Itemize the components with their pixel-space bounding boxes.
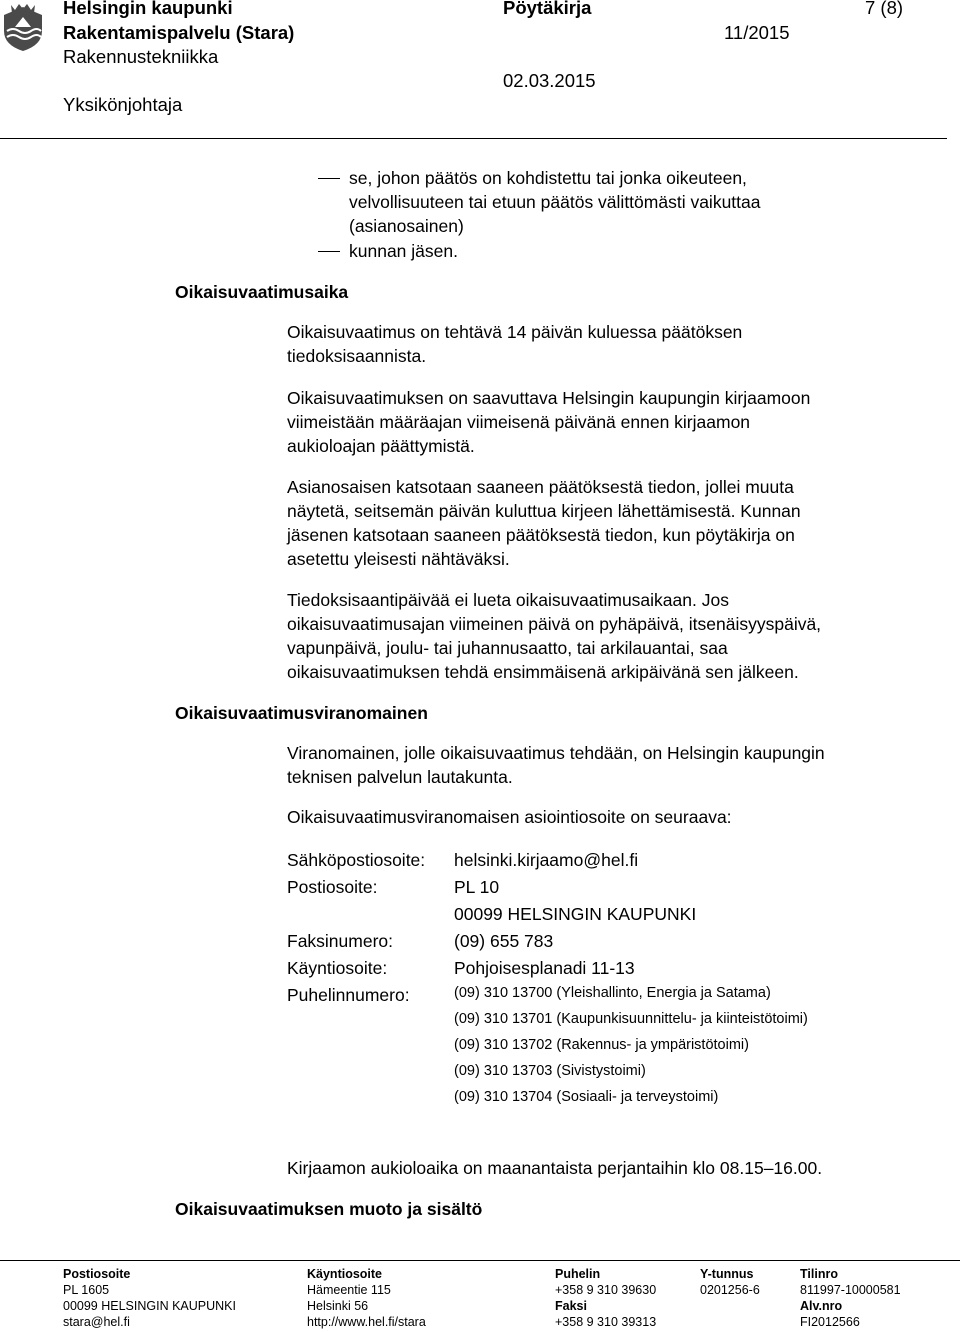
paragraph-line: oikaisuvaatimusajan viimeinen päivä on pyhäpäivä, itsenäisyyspäivä, [287, 614, 822, 634]
paragraph-line: aukioloajan päättymistä. [287, 436, 475, 456]
footer-vat-head: Alv.nro [800, 1299, 843, 1313]
footer-col1-line: PL 1605 [63, 1283, 110, 1297]
header-unit: Rakentamispalvelu (Stara) [63, 22, 295, 43]
contact-fax: (09) 655 783 [454, 931, 554, 951]
paragraph-line: Oikaisuvaatimus on tehtävä 14 päivän kuluessa päätöksen [287, 322, 743, 342]
list-dash [318, 178, 340, 179]
header-division: Rakennustekniikka [63, 46, 219, 67]
paragraph-line: Kirjaamon aukioloaika on maanantaista perjantaihin klo 08.15–16.00. [287, 1158, 823, 1178]
contact-email[interactable]: helsinki.kirjaamo@hel.fi [454, 850, 639, 870]
footer-fax: +358 9 310 39313 [555, 1315, 657, 1329]
paragraph-line: asetettu yleisesti nähtäväksi. [287, 549, 510, 569]
paragraph-deadline [287, 320, 937, 368]
footer-email[interactable]: stara@hel.fi [63, 1315, 130, 1329]
paragraph-line: Tiedoksisaantipäivää ei lueta oikaisuvaatimusaikaan. Jos [287, 590, 729, 610]
helsinki-crest-logo [1, 1, 45, 53]
paragraph-line: viimeistään määräajan viimeisenä päivänä ennen kirjaamon [287, 412, 751, 432]
header-doc-type: Pöytäkirja [503, 0, 592, 18]
paragraph-line: tiedoksisaannista. [287, 346, 427, 366]
list-dash [318, 251, 340, 252]
paragraph-line: oikaisuvaatimuksen tehdä ensimmäisenä arkipäivänä sen jälkeen. [287, 662, 799, 682]
contact-phone: (09) 310 13700 (Yleishallinto, Energia ja Satama) [454, 985, 771, 1001]
list-item-continuation: velvollisuuteen tai etuun päätös välittömästi vaikuttaa [349, 192, 761, 212]
header-page-number: 7 (8) [865, 0, 904, 18]
list-item-continuation: (asianosainen) [349, 216, 464, 236]
paragraph-line: näytetä, seitsemän päivän kuluttua kirjeen lähettämisestä. Kunnan [287, 501, 801, 521]
contact-phone: (09) 310 13702 (Rakennus- ja ympäristötoimi) [454, 1037, 749, 1053]
paragraph-authority [287, 741, 937, 789]
contact-phone: (09) 310 13703 (Sivistystoimi) [454, 1063, 646, 1079]
header-rule [0, 138, 947, 139]
paragraph-notification [287, 475, 937, 571]
paragraph-arrival [287, 386, 937, 458]
footer-col2-line: Helsinki 56 [307, 1299, 369, 1313]
contact-postal-line2: 00099 HELSINGIN KAUPUNKI [454, 904, 697, 924]
header-doc-number: 11/2015 [724, 22, 790, 43]
header-org: Helsingin kaupunki [63, 0, 233, 18]
paragraph-line: Asianosaisen katsotaan saaneen päätöksestä tiedon, jollei muuta [287, 477, 794, 497]
contact-phone: (09) 310 13704 (Sosiaali- ja terveystoimi) [454, 1089, 719, 1105]
contact-visit: Pohjoisesplanadi 11-13 [454, 958, 635, 978]
paragraph-address-intro [287, 805, 937, 829]
paragraph-line: Oikaisuvaatimuksen on saavuttava Helsingin kaupungin kirjaamoon [287, 388, 811, 408]
contact-phone-label: Puhelinnumero: [287, 985, 410, 1005]
footer-rule [0, 1260, 960, 1261]
footer-account: 811997-10000581 [800, 1283, 901, 1297]
section-heading-viranomainen: Oikaisuvaatimusviranomainen [175, 703, 428, 723]
paragraph-line: Viranomainen, jolle oikaisuvaatimus tehdään, on Helsingin kaupungin [287, 743, 825, 763]
footer-website-link[interactable]: http://www.hel.fi/stara [307, 1315, 426, 1329]
paragraph-line: vapunpäivä, joulu- tai juhannusaatto, tai arkilauantai, saa [287, 638, 728, 658]
header-decision-maker: Yksikönjohtaja [63, 94, 183, 115]
contact-visit-label: Käyntiosoite: [287, 958, 388, 978]
contact-postal-label: Postiosoite: [287, 877, 378, 897]
footer-col5-head: Tilinro [800, 1267, 838, 1281]
header-date: 02.03.2015 [503, 70, 596, 91]
footer-business-id: 0201256-6 [700, 1283, 760, 1297]
contact-postal-line1: PL 10 [454, 877, 500, 897]
footer-col1-head: Postiosoite [63, 1267, 131, 1281]
footer-col4-head: Y-tunnus [700, 1267, 754, 1281]
list-item: kunnan jäsen. [349, 241, 458, 261]
paragraph-line: jäsenen katsotaan saaneen päätöksestä tiedon, kun pöytäkirja on [287, 525, 795, 545]
footer-col3-head: Puhelin [555, 1267, 601, 1281]
paragraph-opening-hours [287, 1156, 937, 1180]
section-heading-muoto: Oikaisuvaatimuksen muoto ja sisältö [175, 1199, 483, 1219]
section-heading-aika: Oikaisuvaatimusaika [175, 282, 349, 302]
footer-col1-line: 00099 HELSINGIN KAUPUNKI [63, 1299, 236, 1313]
contact-email-label: Sähköpostiosoite: [287, 850, 426, 870]
footer-vat: FI2012566 [800, 1315, 860, 1329]
list-item: se, johon päätös on kohdistettu tai jonka oikeuteen, [349, 168, 747, 188]
footer-phone: +358 9 310 39630 [555, 1283, 657, 1297]
footer-col2-head: Käyntiosoite [307, 1267, 383, 1281]
contact-phone: (09) 310 13701 (Kaupunkisuunnittelu- ja kiinteistötoimi) [454, 1011, 808, 1027]
paragraph-line: teknisen palvelun lautakunta. [287, 767, 513, 787]
paragraph-line: Oikaisuvaatimusviranomaisen asiointiosoite on seuraava: [287, 807, 732, 827]
footer-fax-head: Faksi [555, 1299, 587, 1313]
contact-fax-label: Faksinumero: [287, 931, 394, 951]
paragraph-holidays [287, 588, 937, 684]
footer-col2-line: Hämeentie 115 [307, 1283, 391, 1297]
